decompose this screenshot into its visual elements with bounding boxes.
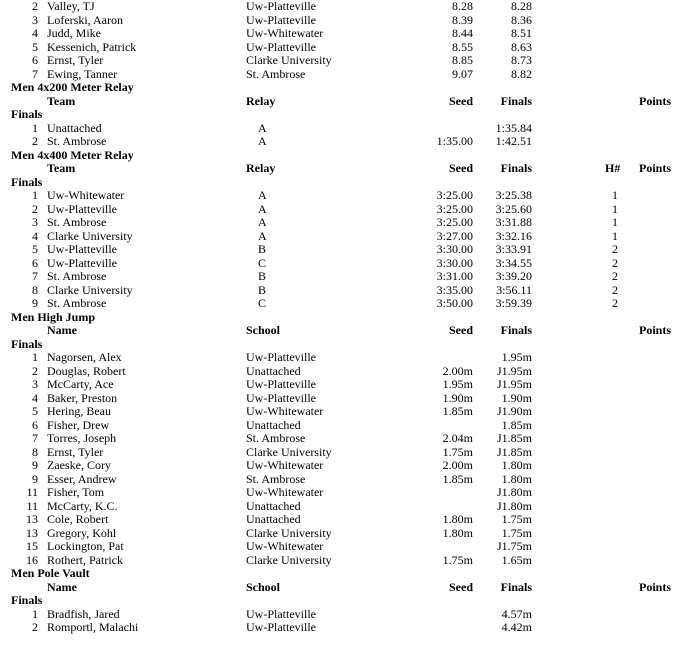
seed-time: 3:25.00 — [436, 188, 473, 202]
place-cell: 7 — [32, 269, 38, 283]
finals-mark: 4.57m — [501, 606, 532, 621]
seed-mark: 1.90m — [442, 390, 473, 405]
seed-mark: 8.44 — [452, 26, 473, 40]
finals-mark: 8.82 — [511, 66, 532, 81]
school-name: Uw-Platteville — [246, 620, 316, 634]
seed-time: 3:30.00 — [436, 242, 473, 256]
column-headers-pole-vault — [0, 581, 675, 595]
result-row — [0, 621, 675, 635]
finals-mark: 1.85m — [501, 417, 532, 432]
school-name: Unattached — [246, 363, 301, 378]
place-cell: 2 — [32, 620, 38, 634]
heat-number: 2 — [612, 255, 618, 270]
heat-number: 1 — [612, 188, 618, 202]
place-cell: 2 — [32, 0, 38, 13]
header-finals: Finals — [500, 579, 532, 594]
finals-time: 1:35.84 — [495, 120, 532, 135]
school-name: Clarke University — [246, 552, 332, 567]
result-row — [0, 14, 675, 28]
header-seed: Seed — [449, 579, 473, 594]
place-cell: 13 — [26, 525, 38, 540]
seed-time: 3:30.00 — [436, 255, 473, 270]
event-title-4x200-relay: Men 4x200 Meter Relay — [11, 80, 134, 94]
finals-mark: 4.42m — [501, 620, 532, 634]
seed-time: 1:35.00 — [436, 134, 473, 148]
school-name: Uw-Platteville — [246, 0, 316, 13]
place-cell: 4 — [32, 26, 38, 40]
relay-letter: A — [258, 120, 267, 135]
school-name: St. Ambrose — [246, 431, 306, 445]
seed-mark: 1.85m — [442, 404, 473, 418]
column-headers-4x200 — [0, 95, 675, 109]
team-name: St. Ambrose — [47, 134, 107, 148]
athlete-name: Ewing, Tanner — [47, 66, 118, 81]
athlete-name: Kessenich, Patrick — [47, 39, 137, 54]
seed-time: 3:27.00 — [436, 228, 473, 243]
athlete-name: Nagorsen, Alex — [47, 350, 122, 364]
result-row — [0, 54, 675, 68]
result-row — [0, 378, 675, 392]
finals-time: 3:25.38 — [495, 188, 532, 202]
relay-letter: C — [258, 255, 267, 270]
seed-time: 3:35.00 — [436, 282, 473, 297]
finals-time: 3:59.39 — [495, 296, 532, 310]
place-cell: 5 — [32, 242, 38, 256]
relay-letter: C — [258, 296, 267, 310]
school-name: Clarke University — [246, 444, 332, 459]
result-row — [0, 216, 675, 230]
place-cell: 9 — [32, 296, 38, 310]
result-row — [0, 41, 675, 55]
school-name: Clarke University — [246, 525, 332, 540]
place-cell: 3 — [32, 12, 38, 27]
school-name: Uw-Whitewater — [246, 539, 324, 553]
header-name: Name — [47, 323, 77, 337]
result-row — [0, 230, 675, 244]
header-team: Team — [47, 93, 76, 108]
place-cell: 2 — [32, 134, 38, 148]
result-row — [0, 257, 675, 271]
seed-mark: 8.28 — [452, 0, 473, 13]
seed-time: 3:25.00 — [436, 201, 473, 216]
section-label-finals: Finals — [11, 336, 43, 351]
heat-number: 1 — [612, 215, 618, 229]
result-row — [0, 284, 675, 298]
place-cell: 8 — [32, 282, 38, 297]
place-cell: 1 — [32, 350, 38, 364]
result-row — [0, 68, 675, 82]
school-name: Uw-Whitewater — [246, 26, 324, 40]
team-name: Clarke University — [47, 228, 133, 243]
team-name: Unattached — [47, 120, 102, 135]
finals-time: 3:31.88 — [495, 215, 532, 229]
event-title-pole-vault: Men Pole Vault — [11, 566, 90, 580]
athlete-name: Loferski, Aaron — [47, 12, 123, 27]
finals-mark: J1.75m — [496, 539, 532, 553]
result-row — [0, 135, 675, 149]
athlete-name: Judd, Mike — [47, 26, 101, 40]
place-cell: 1 — [32, 120, 38, 135]
header-points: Points — [638, 323, 671, 337]
place-cell: 13 — [26, 512, 38, 526]
header-points: Points — [638, 579, 671, 594]
relay-letter: B — [258, 282, 267, 297]
place-cell: 3 — [32, 215, 38, 229]
result-row — [0, 27, 675, 41]
finals-mark: J1.80m — [496, 485, 532, 499]
athlete-name: Hering, Beau — [47, 404, 111, 418]
school-name: Uw-Platteville — [246, 606, 316, 621]
result-row — [0, 486, 675, 500]
athlete-name: Esser, Andrew — [47, 471, 117, 486]
athlete-name: Fisher, Tom — [47, 485, 105, 499]
school-name: Uw-Platteville — [246, 390, 316, 405]
athlete-name: Ernst, Tyler — [47, 53, 104, 67]
seed-mark: 1.75m — [442, 444, 473, 459]
place-cell: 9 — [32, 458, 38, 472]
place-cell: 5 — [32, 39, 38, 54]
heat-number: 2 — [612, 269, 618, 283]
finals-mark: J1.85m — [496, 444, 532, 459]
finals-mark: 1.75m — [501, 512, 532, 526]
result-row — [0, 189, 675, 203]
finals-time: 3:33.91 — [495, 242, 532, 256]
heat-number: 2 — [612, 242, 618, 256]
place-cell: 1 — [32, 606, 38, 621]
place-cell: 3 — [32, 377, 38, 391]
seed-mark: 2.00m — [442, 363, 473, 378]
header-seed: Seed — [449, 161, 473, 175]
finals-mark: J1.95m — [496, 363, 532, 378]
relay-letter: A — [258, 215, 267, 229]
place-cell: 7 — [32, 431, 38, 445]
team-name: St. Ambrose — [47, 269, 107, 283]
header-relay: Relay — [246, 161, 276, 175]
relay-4x400-results — [0, 189, 675, 311]
header-team: Team — [47, 161, 76, 175]
relay-letter: A — [258, 134, 267, 148]
section-label-finals: Finals — [11, 593, 43, 607]
result-row — [0, 473, 675, 487]
finals-mark: J1.80m — [496, 498, 532, 513]
result-row — [0, 405, 675, 419]
result-row — [0, 446, 675, 460]
finals-time: 3:39.20 — [495, 269, 532, 283]
athlete-name: Baker, Preston — [47, 390, 118, 405]
heat-number: 1 — [612, 201, 618, 216]
athlete-name: Douglas, Robert — [47, 363, 126, 378]
result-row — [0, 365, 675, 379]
team-name: Uw-Platteville — [47, 201, 117, 216]
heat-number: 2 — [612, 282, 618, 297]
seed-mark: 9.07 — [452, 66, 473, 81]
athlete-name: McCarty, K.C. — [47, 498, 118, 513]
finals-time: 3:32.16 — [495, 228, 532, 243]
school-name: Uw-Whitewater — [246, 458, 324, 472]
finals-mark: J1.85m — [496, 431, 532, 445]
heat-number: 1 — [612, 228, 618, 243]
team-name: Clarke University — [47, 282, 133, 297]
event-title-high-jump: Men High Jump — [11, 309, 96, 324]
place-cell: 2 — [32, 363, 38, 378]
team-name: St. Ambrose — [47, 215, 107, 229]
seed-time: 3:31.00 — [436, 269, 473, 283]
finals-time: 1:42.51 — [495, 134, 532, 148]
section-label-finals: Finals — [11, 174, 43, 189]
athlete-name: Torres, Joseph — [47, 431, 117, 445]
place-cell: 4 — [32, 228, 38, 243]
place-cell: 11 — [26, 498, 38, 513]
team-name: Uw-Whitewater — [47, 188, 125, 202]
result-row — [0, 0, 675, 14]
athlete-name: Zaeske, Cory — [47, 458, 111, 472]
result-row — [0, 500, 675, 514]
team-name: Uw-Platteville — [47, 242, 117, 256]
seed-mark: 1.80m — [442, 525, 473, 540]
seed-mark: 8.55 — [452, 39, 473, 54]
place-cell: 11 — [26, 485, 38, 499]
header-finals: Finals — [500, 93, 532, 108]
section-label-finals: Finals — [11, 107, 43, 121]
header-seed: Seed — [449, 93, 473, 108]
header-seed: Seed — [449, 323, 473, 337]
finals-mark: J1.95m — [496, 377, 532, 391]
seed-mark: 1.85m — [442, 471, 473, 486]
seed-mark: 1.80m — [442, 512, 473, 526]
finals-mark: 1.80m — [501, 471, 532, 486]
result-row — [0, 608, 675, 622]
school-name: Uw-Platteville — [246, 377, 316, 391]
athlete-name: Romportl, Malachi — [47, 620, 139, 634]
athlete-name: Bradfish, Jared — [47, 606, 120, 621]
finals-mark: 1.80m — [501, 458, 532, 472]
header-points: Points — [638, 161, 671, 175]
place-cell: 8 — [32, 444, 38, 459]
school-name: Uw-Platteville — [246, 39, 316, 54]
result-row — [0, 540, 675, 554]
athlete-name: McCarty, Ace — [47, 377, 114, 391]
athlete-name: Valley, TJ — [47, 0, 95, 13]
result-row — [0, 351, 675, 365]
finals-mark: 1.95m — [501, 350, 532, 364]
header-finals: Finals — [500, 323, 532, 337]
place-cell: 5 — [32, 404, 38, 418]
seed-mark: 1.95m — [442, 377, 473, 391]
finals-mark: 8.73 — [511, 53, 532, 67]
relay-letter: A — [258, 201, 267, 216]
athlete-name: Cole, Robert — [47, 512, 109, 526]
column-headers-4x400 — [0, 162, 675, 176]
seed-mark: 8.85 — [452, 53, 473, 67]
finals-mark: 1.75m — [501, 525, 532, 540]
school-name: Uw-Whitewater — [246, 404, 324, 418]
place-cell: 16 — [26, 552, 38, 567]
result-row — [0, 513, 675, 527]
school-name: Unattached — [246, 417, 301, 432]
athlete-name: Rothert, Patrick — [47, 552, 123, 567]
athlete-name: Fisher, Drew — [47, 417, 110, 432]
result-row — [0, 419, 675, 433]
relay-letter: B — [258, 242, 267, 256]
high-jump-results — [0, 351, 675, 567]
athlete-name: Lockington, Pat — [47, 539, 124, 553]
finals-mark: 8.28 — [511, 0, 532, 13]
finals-time: 3:34.55 — [495, 255, 532, 270]
finals-mark: J1.90m — [496, 404, 532, 418]
school-name: Clarke University — [246, 53, 332, 67]
result-row — [0, 527, 675, 541]
seed-time: 3:50.00 — [436, 296, 473, 310]
athlete-name: Ernst, Tyler — [47, 444, 104, 459]
heat-number: 2 — [612, 296, 618, 310]
finals-mark: 8.63 — [511, 39, 532, 54]
seed-mark: 2.04m — [442, 431, 473, 445]
header-points: Points — [638, 93, 671, 108]
finals-mark: 1.65m — [501, 552, 532, 567]
result-row — [0, 459, 675, 473]
result-row — [0, 122, 675, 136]
school-name: St. Ambrose — [246, 66, 306, 81]
seed-mark: 2.00m — [442, 458, 473, 472]
header-finals: Finals — [500, 161, 532, 175]
result-row — [0, 203, 675, 217]
place-cell: 7 — [32, 66, 38, 81]
relay-4x200-results — [0, 122, 675, 149]
result-row — [0, 432, 675, 446]
header-relay: Relay — [246, 93, 276, 108]
header-school: School — [246, 579, 281, 594]
finals-mark: 8.36 — [511, 12, 532, 27]
school-name: Unattached — [246, 512, 301, 526]
seed-mark: 1.75m — [442, 552, 473, 567]
place-cell: 15 — [26, 539, 38, 553]
event-title-4x400-relay: Men 4x400 Meter Relay — [11, 147, 134, 162]
finals-time: 3:25.60 — [495, 201, 532, 216]
place-cell: 9 — [32, 471, 38, 486]
relay-letter: A — [258, 188, 267, 202]
place-cell: 6 — [32, 417, 38, 432]
previous-event-results — [0, 0, 675, 81]
finals-mark: 8.51 — [511, 26, 532, 40]
school-name: Unattached — [246, 498, 301, 513]
athlete-name: Gregory, Kohl — [47, 525, 117, 540]
school-name: Uw-Whitewater — [246, 485, 324, 499]
header-name: Name — [47, 579, 77, 594]
finals-time: 3:56.11 — [496, 282, 532, 297]
result-row — [0, 554, 675, 568]
team-name: St. Ambrose — [47, 296, 107, 310]
result-row — [0, 392, 675, 406]
header-school: School — [246, 323, 281, 337]
seed-time: 3:25.00 — [436, 215, 473, 229]
place-cell: 4 — [32, 390, 38, 405]
school-name: St. Ambrose — [246, 471, 306, 486]
pole-vault-results — [0, 608, 675, 635]
result-row — [0, 243, 675, 257]
seed-mark: 8.39 — [452, 12, 473, 27]
relay-letter: A — [258, 228, 267, 243]
header-heat: H# — [605, 161, 621, 175]
result-row — [0, 270, 675, 284]
place-cell: 6 — [32, 255, 38, 270]
column-headers-high-jump — [0, 324, 675, 338]
place-cell: 1 — [32, 188, 38, 202]
result-row — [0, 297, 675, 311]
relay-letter: B — [258, 269, 267, 283]
school-name: Uw-Platteville — [246, 12, 316, 27]
place-cell: 6 — [32, 53, 38, 67]
place-cell: 2 — [32, 201, 38, 216]
school-name: Uw-Platteville — [246, 350, 316, 364]
team-name: Uw-Platteville — [47, 255, 117, 270]
finals-mark: 1.90m — [501, 390, 532, 405]
